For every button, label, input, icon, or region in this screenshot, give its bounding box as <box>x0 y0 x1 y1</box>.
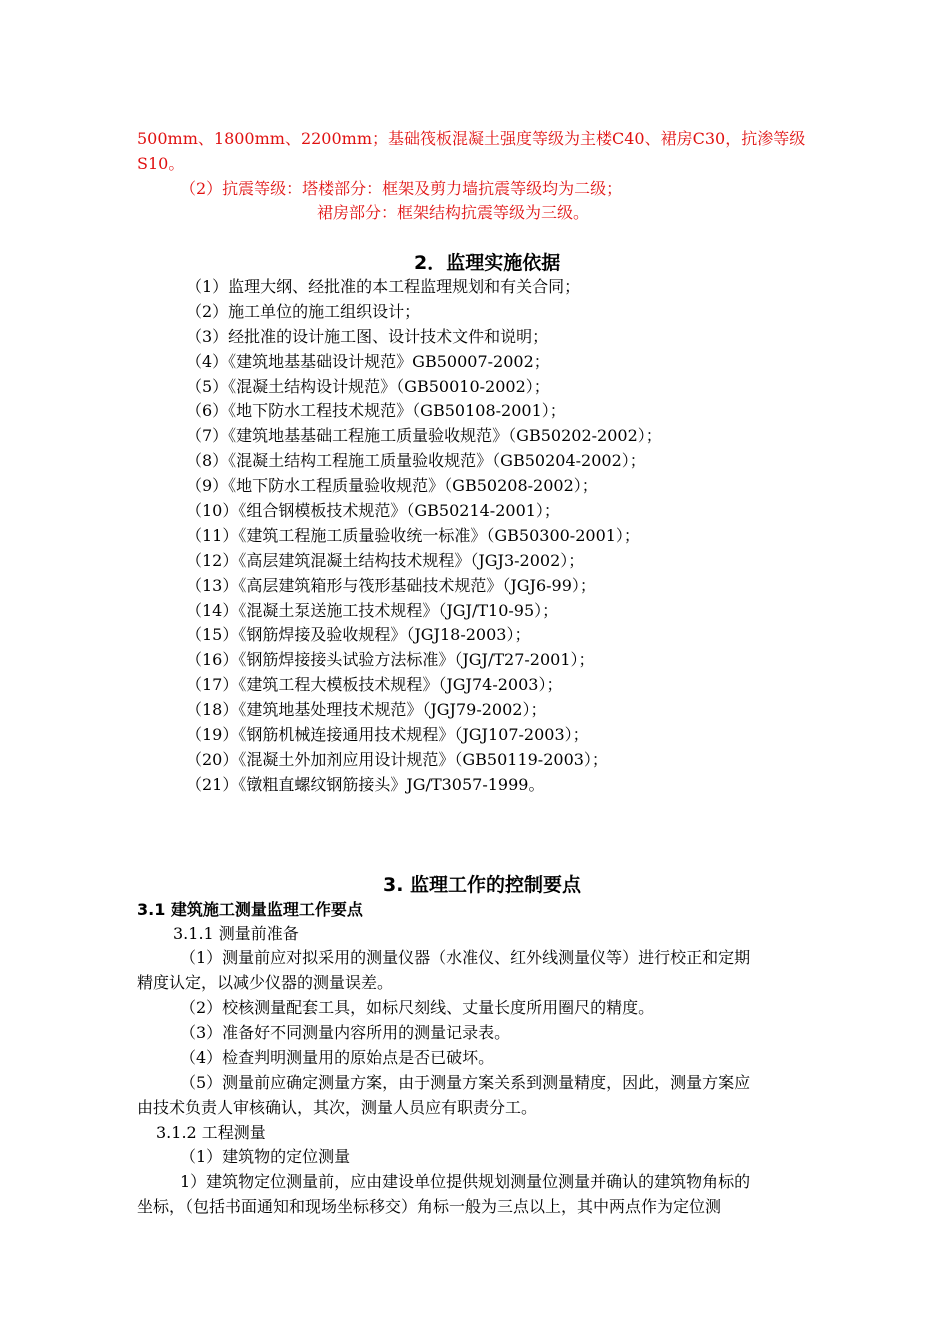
paragraph-2: （2）校核测量配套工具，如标尺刻线、丈量长度所用圈尺的精度。 <box>180 998 655 1017</box>
section-3-heading: 3. 监理工作的控制要点 <box>383 874 582 896</box>
intro-line-1: 500mm、1800mm、2200mm；基础筏板混凝土强度等级为主楼C40、裙房C30，抗渗等级 <box>137 129 806 148</box>
subsection-3-1-heading: 3.1 建筑施工测量监理工作要点 <box>137 900 363 919</box>
list-item: （16）《钢筋焊接接头试验方法标准》（JGJ/T27-2001）； <box>186 650 595 670</box>
paragraph-5-line-2: 由技术负责人审核确认，其次，测量人员应有职责分工。 <box>137 1098 538 1117</box>
list-item: （13）《高层建筑箱形与筏形基础技术规范》（JGJ6-99）； <box>186 575 596 595</box>
paragraph-3: （3）准备好不同测量内容所用的测量记录表。 <box>180 1023 511 1042</box>
list-item: （15）《钢筋焊接及验收规程》（JGJ18-2003）； <box>186 625 531 645</box>
paragraph-1-line-2: 精度认定，以减少仪器的测量误差。 <box>137 973 394 992</box>
paragraph-7-line-2: 坐标，（包括书面通知和现场坐标移交）角标一般为三点以上，其中两点作为定位测 <box>137 1197 722 1216</box>
reference-list <box>186 275 662 798</box>
paragraph-7-line-1: 1）建筑物定位测量前，应由建设单位提供规划测量位测量并确认的建筑物角标的 <box>180 1172 751 1191</box>
subsection-3-1-1-heading: 3.1.1 测量前准备 <box>173 924 299 943</box>
list-item: （20）《混凝土外加剂应用设计规范》（GB50119-2003）； <box>186 749 608 769</box>
list-item: （9）《地下防水工程质量验收规范》（GB50208-2002）； <box>186 476 598 496</box>
paragraph-5-line-1: （5）测量前应确定测量方案，由于测量方案关系到测量精度，因此，测量方案应 <box>180 1073 751 1092</box>
list-item: （11）《建筑工程施工质量验收统一标准》（GB50300-2001）； <box>186 525 640 545</box>
list-item: （12）《高层建筑混凝土结构技术规程》（JGJ3-2002）； <box>186 550 585 570</box>
paragraph-4: （4）检查判明测量用的原始点是否已破坏。 <box>180 1048 495 1067</box>
list-item: （14）《混凝土泵送施工技术规程》（JGJ/T10-95）； <box>186 600 559 620</box>
subsection-3-1-2-heading: 3.1.2 工程测量 <box>156 1123 266 1142</box>
paragraph-6: （1）建筑物的定位测量 <box>180 1147 351 1166</box>
list-item: （8）《混凝土结构工程施工质量验收规范》（GB50204-2002）； <box>186 451 646 471</box>
list-item: （1）监理大纲、经批准的本工程监理规划和有关合同； <box>186 277 581 296</box>
list-item: （17）《建筑工程大模板技术规程》（JGJ74-2003）； <box>186 675 563 695</box>
list-item: （18）《建筑地基处理技术规范》（JGJ79-2002）； <box>186 700 547 720</box>
list-item: （6）《地下防水工程技术规范》（GB50108-2001）； <box>186 401 566 421</box>
list-item: （19）《钢筋机械连接通用技术规程》（JGJ107-2003）； <box>186 725 589 745</box>
list-item: （5）《混凝土结构设计规范》（GB50010-2002）； <box>186 376 550 396</box>
intro-seismic-podium: 裙房部分：框架结构抗震等级为三级。 <box>317 203 590 222</box>
paragraph-1-line-1: （1）测量前应对拟采用的测量仪器（水准仪、红外线测量仪等）进行校正和定期 <box>180 948 751 967</box>
list-item: （3）经批准的设计施工图、设计技术文件和说明； <box>186 326 549 346</box>
section-2-heading: 2．监理实施依据 <box>414 252 561 274</box>
list-item: （4）《建筑地基基础设计规范》GB50007-2002； <box>186 351 550 371</box>
list-item: （21）《镦粗直螺纹钢筋接头》JG/T3057-1999。 <box>186 774 545 794</box>
intro-seismic-tower: （2）抗震等级：塔楼部分：框架及剪力墙抗震等级均为二级； <box>180 179 623 198</box>
intro-line-2: S10。 <box>137 154 185 173</box>
list-item: （2）施工单位的施工组织设计； <box>186 301 421 321</box>
list-item: （7）《建筑地基基础工程施工质量验收规范》（GB50202-2002）； <box>186 426 662 446</box>
list-item: （10）《组合钢模板技术规范》（GB50214-2001）； <box>186 501 560 521</box>
